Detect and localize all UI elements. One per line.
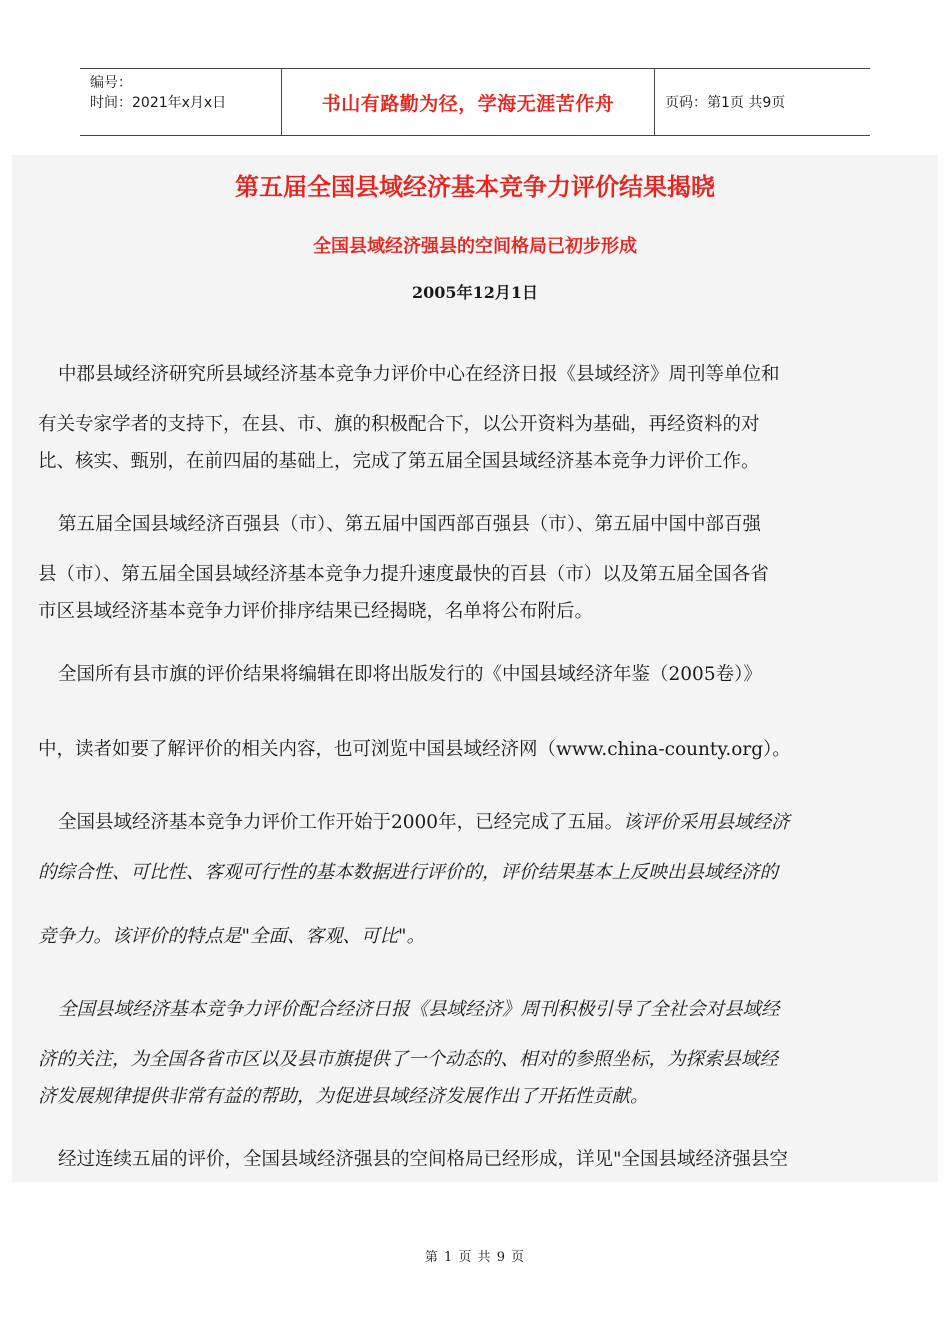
paragraph-2-line-1: 第五届全国县域经济百强县（市）、第五届中国西部百强县（市）、第五届中国中部百强 <box>58 514 762 535</box>
article-title: 第五届全国县域经济基本竞争力评价结果揭晓 <box>235 172 715 201</box>
header-motto: 书山有路勤为径，学海无涯苦作舟 <box>282 69 655 135</box>
paragraph-5-line-2: 济的关注，为全国各省市区以及县市旗提供了一个动态的、相对的参照坐标，为探索县域经 <box>38 1049 779 1070</box>
article-body <box>12 155 938 1182</box>
paragraph-2-line-2: 县（市）、第五届全国县域经济基本竞争力提升速度最快的百县（市）以及第五届全国各省 <box>38 564 769 585</box>
header-table <box>80 68 870 136</box>
paragraph-6 <box>38 1135 914 1182</box>
paragraph-4-end <box>38 912 914 962</box>
paragraph-1-cont <box>38 406 914 480</box>
paragraph-3-line-1: 全国所有县市旗的评价结果将编辑在即将出版发行的《中国县域经济年鉴（2005卷）》 <box>58 664 762 685</box>
paragraph-4-line-1-plain: 全国县域经济基本竞争力评价工作开始于2000年，已经完成了五届。 <box>58 812 624 833</box>
time-label: 时间：2021年x月x日 <box>90 95 227 111</box>
paragraph-1-line-3: 比、核实、甄别，在前四届的基础上，完成了第五届全国县域经济基本竞争力评价工作。 <box>38 451 760 472</box>
paragraph-6-line-1: 经过连续五届的评价，全国县域经济强县的空间格局已经形成，详见"全国县域经济强县空 <box>58 1149 789 1170</box>
paragraph-5-line-3: 济发展规律提供非常有益的帮助，为促进县域经济发展作出了开拓性贡献。 <box>38 1086 649 1107</box>
article-subtitle: 全国县域经济强县的空间格局已初步形成 <box>313 236 637 257</box>
paragraph-4-line-1-italic: 该评价采用县域经济 <box>623 812 790 833</box>
paragraph-1-line-2: 有关专家学者的支持下，在县、市、旗的积极配合下，以公开资料为基础，再经资料的对 <box>38 414 760 435</box>
paragraph-1-line-1: 中郡县域经济研究所县域经济基本竞争力评价中心在经济日报《县域经济》周刊等单位和 <box>58 364 780 385</box>
article-date: 2005年12月1日 <box>412 283 538 302</box>
page-footer: 第 1 页 共 9 页 <box>424 1250 526 1265</box>
paragraph-2 <box>38 500 914 550</box>
paragraph-1 <box>38 350 914 400</box>
paragraph-3-cont <box>38 725 914 775</box>
paragraph-2-line-3: 市区县域经济基本竞争力评价排序结果已经揭晓，名单将公布附后。 <box>38 601 594 622</box>
paragraph-4-line-2: 的综合性、可比性、客观可行性的基本数据进行评价的，评价结果基本上反映出县域经济的 <box>38 862 779 883</box>
paragraph-4 <box>38 798 914 848</box>
header-meta-cell <box>80 69 282 135</box>
paragraph-5 <box>38 985 914 1035</box>
paragraph-3-line-2: 中，读者如要了解评价的相关内容，也可浏览中国县域经济网（www.china-county.org）。 <box>38 739 791 760</box>
paragraph-3 <box>38 650 914 700</box>
paragraph-4-cont <box>38 848 914 898</box>
paragraph-5-cont <box>38 1041 914 1115</box>
number-label: 编号： <box>90 75 132 91</box>
paragraph-5-line-1: 全国县域经济基本竞争力评价配合经济日报《县域经济》周刊积极引导了全社会对县域经 <box>58 999 780 1020</box>
paragraph-2-cont <box>38 556 914 630</box>
header-page-info: 页码：第1页 共9页 <box>665 95 786 111</box>
paragraph-4-line-3: 竞争力。该评价的特点是"全面、客观、可比"。 <box>38 926 426 947</box>
